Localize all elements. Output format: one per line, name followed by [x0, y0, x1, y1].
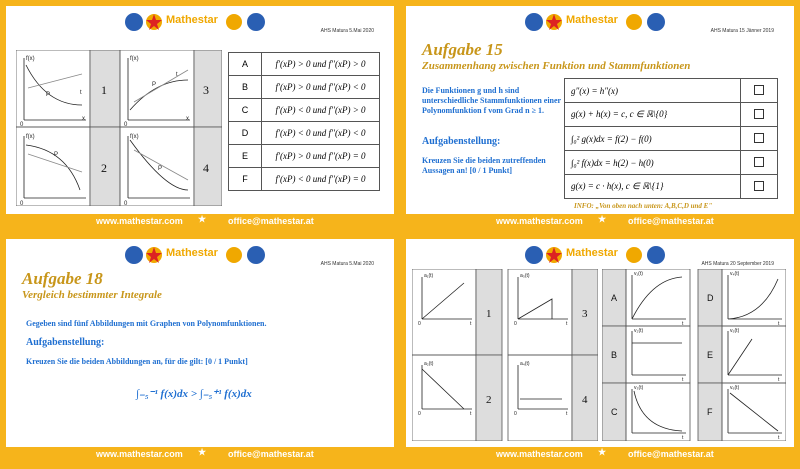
svg-text:3: 3: [582, 308, 588, 320]
svg-text:v₃(t): v₃(t): [634, 385, 644, 391]
slide-1: [6, 6, 394, 230]
option-text: f′(xP) < 0 und f′′(xP) > 0: [262, 99, 380, 122]
info-note: INFO: „Von oben nach unten: A,B,C,D und E": [574, 202, 713, 210]
slide-badge: AHS Matura 5.Mai 2020: [320, 261, 374, 267]
option-row: [229, 53, 380, 76]
checkbox[interactable]: [754, 157, 764, 167]
svg-text:f(x): f(x): [130, 134, 139, 140]
option-letter: A: [229, 53, 262, 76]
website-link[interactable]: www.mathestar.com: [96, 449, 183, 459]
svg-text:0: 0: [20, 201, 24, 206]
statement-text: g″(x) = h″(x): [565, 79, 741, 103]
svg-text:t: t: [176, 72, 178, 78]
option-row: [229, 99, 380, 122]
statement-checkbox-cell[interactable]: [741, 79, 778, 103]
slide-header: [6, 239, 394, 269]
option-text: f′(xP) > 0 und f′′(xP) < 0: [262, 76, 380, 99]
task-intro: Gegeben sind fünf Abbildungen mit Graphen von Polynomfunktionen.: [26, 319, 267, 328]
svg-text:v₄(t): v₄(t): [730, 271, 740, 277]
svg-text:0: 0: [124, 201, 128, 206]
option-letter: C: [229, 99, 262, 122]
statement-text: ∫₀² g(x)dx = f(2) − f(0): [565, 127, 741, 151]
graph-number: 3: [203, 83, 209, 97]
svg-text:t: t: [778, 321, 780, 327]
svg-text:P: P: [54, 152, 59, 158]
svg-text:a₁(t): a₁(t): [424, 273, 434, 279]
statement-row: [565, 79, 778, 103]
brand-name: Mathestar: [166, 247, 218, 259]
option-text: f′(xP) < 0 und f′′(xP) < 0: [262, 122, 380, 145]
task-instruction: Kreuzen Sie die beiden zutreffenden Aussagen an! [0 / 1 Punkt]: [422, 156, 546, 175]
option-letter: E: [229, 145, 262, 168]
svg-text:t: t: [682, 377, 684, 383]
svg-text:a₃(t): a₃(t): [520, 273, 530, 279]
statement-row: [565, 127, 778, 151]
email-link[interactable]: office@mathestar.at: [628, 216, 714, 226]
email-link[interactable]: office@mathestar.at: [628, 449, 714, 459]
task-title: Aufgabe 18: [22, 269, 103, 288]
velocity-graphs: [602, 269, 786, 441]
svg-text:v₆(t): v₆(t): [730, 385, 740, 391]
svg-text:2: 2: [486, 394, 492, 406]
brand-name: Mathestar: [166, 14, 218, 26]
svg-text:t: t: [778, 377, 780, 383]
slide-4: [406, 239, 794, 463]
svg-text:f(x): f(x): [130, 56, 139, 62]
statement-row: [565, 175, 778, 199]
checkbox[interactable]: [754, 181, 764, 191]
svg-text:t: t: [682, 435, 684, 441]
svg-text:A: A: [611, 293, 618, 303]
slide-footer: [406, 214, 794, 230]
graph-number: 1: [101, 83, 107, 97]
slide-3: [6, 239, 394, 463]
slide-header: [6, 6, 394, 36]
option-letter: F: [229, 168, 262, 191]
svg-text:f(x): f(x): [26, 56, 35, 62]
svg-text:C: C: [611, 407, 618, 417]
statements-table: [564, 78, 778, 199]
slide-badge: AHS Matura 5.Mai 2020: [320, 28, 374, 34]
statement-checkbox-cell[interactable]: [741, 175, 778, 199]
slide-header: [406, 239, 794, 269]
option-text: f′(xP) > 0 und f′′(xP) = 0: [262, 145, 380, 168]
checkbox[interactable]: [754, 85, 764, 95]
svg-text:P: P: [152, 82, 157, 88]
svg-text:x: x: [186, 116, 189, 122]
svg-text:t: t: [470, 321, 472, 327]
slide-2: [406, 6, 794, 230]
task-heading: Aufgabenstellung:: [26, 337, 105, 348]
acceleration-graphs: [412, 269, 598, 441]
star-icon: ★: [598, 214, 607, 224]
slide-badge: AHS Matura 15 Jänner 2019: [710, 28, 774, 34]
statement-row: [565, 103, 778, 127]
svg-text:P: P: [158, 166, 163, 172]
svg-text:v₁(t): v₁(t): [634, 271, 643, 277]
svg-text:t: t: [682, 321, 684, 327]
slide-header: [406, 6, 794, 36]
slide-badge: AHS Matura 20 September 2019: [701, 261, 774, 267]
svg-text:P: P: [46, 92, 51, 98]
task-heading: Aufgabenstellung:: [422, 136, 501, 147]
svg-text:0: 0: [514, 321, 517, 327]
website-link[interactable]: www.mathestar.com: [496, 216, 583, 226]
svg-text:0: 0: [418, 411, 421, 417]
statement-text: g(x) = c · h(x), c ∈ ℝ\{1}: [565, 175, 741, 199]
checkbox[interactable]: [754, 109, 764, 119]
statement-checkbox-cell[interactable]: [741, 127, 778, 151]
svg-text:1: 1: [486, 308, 492, 320]
svg-text:a₂(t): a₂(t): [424, 361, 434, 367]
svg-text:0: 0: [514, 411, 517, 417]
website-link[interactable]: www.mathestar.com: [96, 216, 183, 226]
svg-text:B: B: [611, 350, 618, 360]
task-subtitle: Zusammenhang zwischen Funktion und Stammfunktionen: [422, 60, 691, 72]
brand-name: Mathestar: [566, 247, 618, 259]
svg-text:a₄(t): a₄(t): [520, 361, 530, 367]
website-link[interactable]: www.mathestar.com: [496, 449, 583, 459]
svg-text:t: t: [566, 411, 568, 417]
graph-grid: [16, 50, 222, 206]
svg-text:4: 4: [582, 394, 588, 406]
svg-text:0: 0: [20, 122, 24, 128]
svg-text:0: 0: [124, 122, 128, 128]
svg-text:t: t: [470, 411, 472, 417]
slide-footer: [6, 447, 394, 463]
statement-checkbox-cell[interactable]: [741, 151, 778, 175]
star-icon: ★: [198, 447, 207, 457]
task-title: Aufgabe 15: [422, 40, 503, 59]
svg-text:0: 0: [418, 321, 421, 327]
svg-text:v₂(t): v₂(t): [634, 328, 644, 334]
task-subtitle: Vergleich bestimmter Integrale: [22, 289, 162, 301]
option-row: [229, 145, 380, 168]
email-link[interactable]: office@mathestar.at: [228, 216, 314, 226]
statement-row: [565, 151, 778, 175]
integral-formula: ∫₋₅⁻¹ f(x)dx > ∫₋₅⁺¹ f(x)dx: [136, 388, 252, 400]
svg-text:E: E: [707, 350, 714, 360]
task-instruction: Kreuzen Sie die beiden Abbildungen an, für die gilt: [0 / 1 Punkt]: [26, 357, 248, 366]
svg-text:t: t: [778, 435, 780, 441]
option-text: f′(xP) > 0 und f′′(xP) > 0: [262, 53, 380, 76]
statement-text: g(x) + h(x) = c, c ∈ ℝ\{0}: [565, 103, 741, 127]
slide-footer: [6, 214, 394, 230]
statement-text: ∫₀² f(x)dx = h(2) − h(0): [565, 151, 741, 175]
task-intro: Die Funktionen g und h sind unterschiedliche Stammfunktionen einer Polynomfunktion f vom Grad n ≥ 1.: [422, 86, 561, 115]
svg-text:t: t: [80, 90, 82, 96]
checkbox[interactable]: [754, 133, 764, 143]
option-row: [229, 168, 380, 191]
brand-name: Mathestar: [566, 14, 618, 26]
option-row: [229, 76, 380, 99]
option-letter: B: [229, 76, 262, 99]
svg-text:x: x: [82, 116, 85, 122]
option-letter: D: [229, 122, 262, 145]
svg-text:F: F: [707, 407, 713, 417]
slide-footer: [406, 447, 794, 463]
graph-number: 2: [101, 161, 107, 175]
option-text: f′(xP) < 0 und f′′(xP) = 0: [262, 168, 380, 191]
email-link[interactable]: office@mathestar.at: [228, 449, 314, 459]
svg-text:D: D: [707, 293, 714, 303]
svg-text:v₅(t): v₅(t): [730, 328, 740, 334]
options-table: [228, 52, 380, 191]
graph-number: 4: [203, 161, 209, 175]
statement-checkbox-cell[interactable]: [741, 103, 778, 127]
option-row: [229, 122, 380, 145]
star-icon: ★: [198, 214, 207, 224]
svg-text:t: t: [566, 321, 568, 327]
svg-text:f(x): f(x): [26, 134, 35, 140]
star-icon: ★: [598, 447, 607, 457]
